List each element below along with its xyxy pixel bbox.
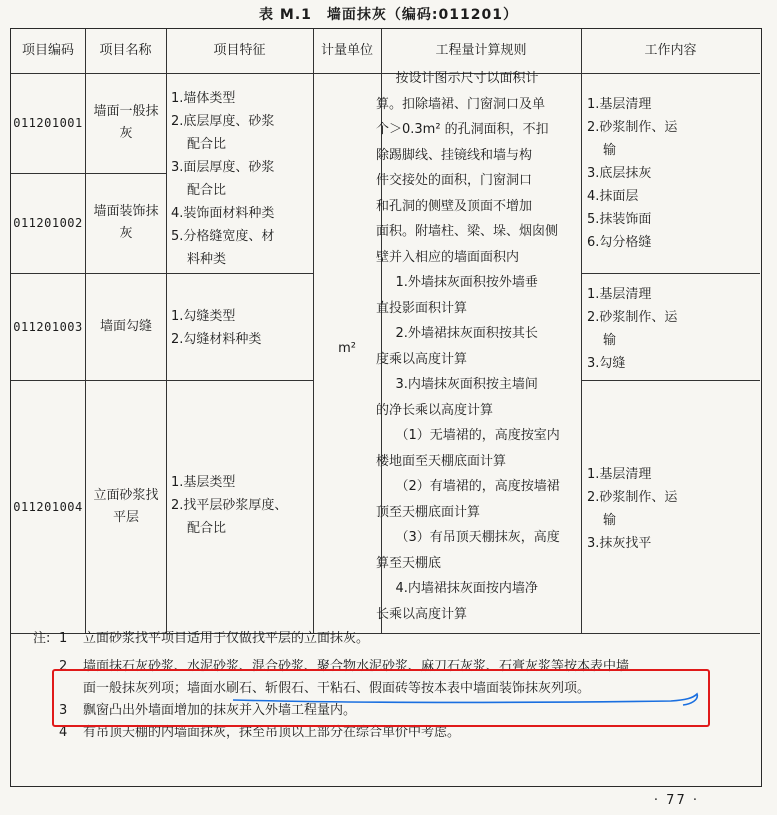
- work-line: 输: [603, 143, 617, 158]
- rule-line: 楼地面至天棚底面计算: [376, 453, 507, 469]
- row-divider: [581, 380, 760, 381]
- feature-line: 1.墙体类型: [171, 91, 236, 106]
- header-work: 工作内容: [644, 43, 697, 58]
- note-text: 立面砂浆找平项目适用于仅做找平层的立面抹灰。: [83, 631, 370, 646]
- rule-line: 算。扣除墙裙、门窗洞口及单: [376, 96, 546, 112]
- rule-line: 顶至天棚底面计算: [376, 504, 481, 520]
- feature-line: 2.找平层砂浆厚度、: [171, 498, 288, 513]
- row-divider: [581, 273, 760, 274]
- work-line: 2.砂浆制作、运: [587, 490, 678, 505]
- note-text-line: 面一般抹灰列项；墙面水刷石、斩假石、干粘石、假面砖等按本表中墙面装饰抹灰列项。: [83, 681, 591, 696]
- work-line: 输: [603, 333, 617, 348]
- row-code: 011201004: [13, 499, 83, 514]
- column-divider: [85, 29, 86, 633]
- rule-line: 1.外墙抹灰面积按外墙垂: [395, 275, 538, 290]
- note-number: 2: [59, 659, 68, 674]
- rule-line: 壁并入相应的墙面面积内: [376, 249, 520, 265]
- work-content-list: [587, 93, 757, 254]
- rule-line: 3.内墙抹灰面积按主墙间: [395, 377, 538, 392]
- note-number: 4: [59, 725, 68, 740]
- feature-line: 5.分格缝宽度、材: [171, 229, 275, 244]
- rule-line: 2.外墙裙抹灰面积按其长: [395, 326, 538, 341]
- rule-line: 面积。附墙柱、梁、垛、烟囱侧: [376, 224, 559, 239]
- rule-line: 4.内墙裙抹灰面按内墙净: [395, 581, 538, 596]
- calculation-rule: [376, 66, 573, 627]
- column-divider: [166, 29, 167, 633]
- rule-line: （3）有吊顶天棚抹灰，高度: [395, 530, 560, 545]
- rule-line: 按设计图示尺寸以面积计: [395, 71, 539, 86]
- work-line: 2.砂浆制作、运: [587, 120, 678, 135]
- feature-line: 2.底层厚度、砂浆: [171, 114, 275, 129]
- features-list: [171, 87, 311, 271]
- unit-cell: m²: [338, 341, 356, 356]
- work-line: 2.砂浆制作、运: [587, 310, 678, 325]
- row-name: 墙面装饰抹灰: [93, 204, 159, 241]
- work-line: 1.基层清理: [587, 467, 652, 482]
- rule-line: 度乘以高度计算: [376, 351, 468, 367]
- row-code: 011201002: [13, 216, 83, 230]
- work-content-list: [587, 283, 757, 375]
- row-name: 墙面勾缝: [99, 318, 152, 334]
- note-text: 墙面抹石灰砂浆、水泥砂浆、混合砂浆、聚合物水泥砂浆、麻刀石灰浆、石膏灰浆等按本表中墙: [83, 659, 630, 674]
- note-number: 3: [59, 703, 68, 718]
- notes-label: 注:: [33, 631, 51, 646]
- work-line: 3.抹灰找平: [587, 536, 652, 551]
- feature-line: 3.面层厚度、砂浆: [171, 160, 275, 175]
- row-name: 墙面一般抹灰: [93, 104, 159, 141]
- feature-line: 1.基层类型: [171, 475, 236, 490]
- column-divider: [581, 29, 582, 633]
- rule-line: （2）有墙裙的，高度按墙裙: [395, 479, 560, 494]
- note-number: 1: [59, 631, 68, 646]
- work-line: 3.底层抹灰: [587, 166, 652, 181]
- feature-line: 配合比: [187, 521, 227, 536]
- highlight-box: [52, 669, 710, 727]
- note-text: 飘窗凸出外墙面增加的抹灰并入外墙工程量内。: [83, 703, 357, 718]
- header-rule: 工程量计算规则: [435, 43, 527, 58]
- header-name: 项目名称: [99, 43, 152, 58]
- row-name: 立面砂浆找平层: [93, 487, 159, 525]
- work-line: 3.勾缝: [587, 356, 626, 371]
- rule-line: 算至天棚底: [376, 555, 442, 571]
- rule-line: 件交接处的面积，门窗洞口: [376, 173, 533, 188]
- page-number: · 77 ·: [653, 793, 699, 808]
- note-item: [33, 628, 733, 650]
- table-title: 表 M.1 墙面抹灰（编码:011201）: [259, 7, 518, 23]
- work-line: 5.抹装饰面: [587, 212, 652, 227]
- feature-line: 2.勾缝材料种类: [171, 332, 262, 347]
- rule-line: 长乘以高度计算: [376, 606, 468, 622]
- features-list: [171, 305, 311, 351]
- features-list: [171, 471, 311, 540]
- header-unit: 计量单位: [320, 43, 373, 58]
- rule-line: 个＞0.3m² 的孔洞面积，不扣: [376, 122, 549, 137]
- feature-line: 配合比: [187, 183, 227, 198]
- work-line: 1.基层清理: [587, 97, 652, 112]
- work-content-list: [587, 463, 757, 555]
- rule-line: （1）无墙裙的，高度按室内: [395, 428, 560, 443]
- work-line: 输: [603, 513, 617, 528]
- row-code: 011201003: [13, 319, 83, 334]
- work-line: 4.抹面层: [587, 189, 639, 204]
- feature-line: 4.装饰面材料种类: [171, 206, 275, 221]
- work-line: 1.基层清理: [587, 287, 652, 302]
- rule-line: 直投影面积计算: [376, 300, 468, 316]
- feature-line: 料种类: [187, 252, 227, 267]
- rule-line: 和孔洞的侧壁及顶面不增加: [376, 198, 533, 214]
- header-features: 项目特征: [213, 43, 266, 58]
- rule-line: 除踢脚线、挂镜线和墙与构: [376, 147, 533, 163]
- header-code: 项目编码: [21, 43, 74, 58]
- note-text: 有吊顶天棚的内墙面抹灰，抹至吊顶以上部分在综合单价中考虑。: [83, 725, 461, 740]
- feature-line: 配合比: [187, 137, 227, 152]
- rule-line: 的净长乘以高度计算: [376, 402, 494, 418]
- row-code: 011201001: [13, 116, 83, 130]
- feature-line: 1.勾缝类型: [171, 309, 236, 324]
- work-line: 6.勾分格缝: [587, 235, 652, 250]
